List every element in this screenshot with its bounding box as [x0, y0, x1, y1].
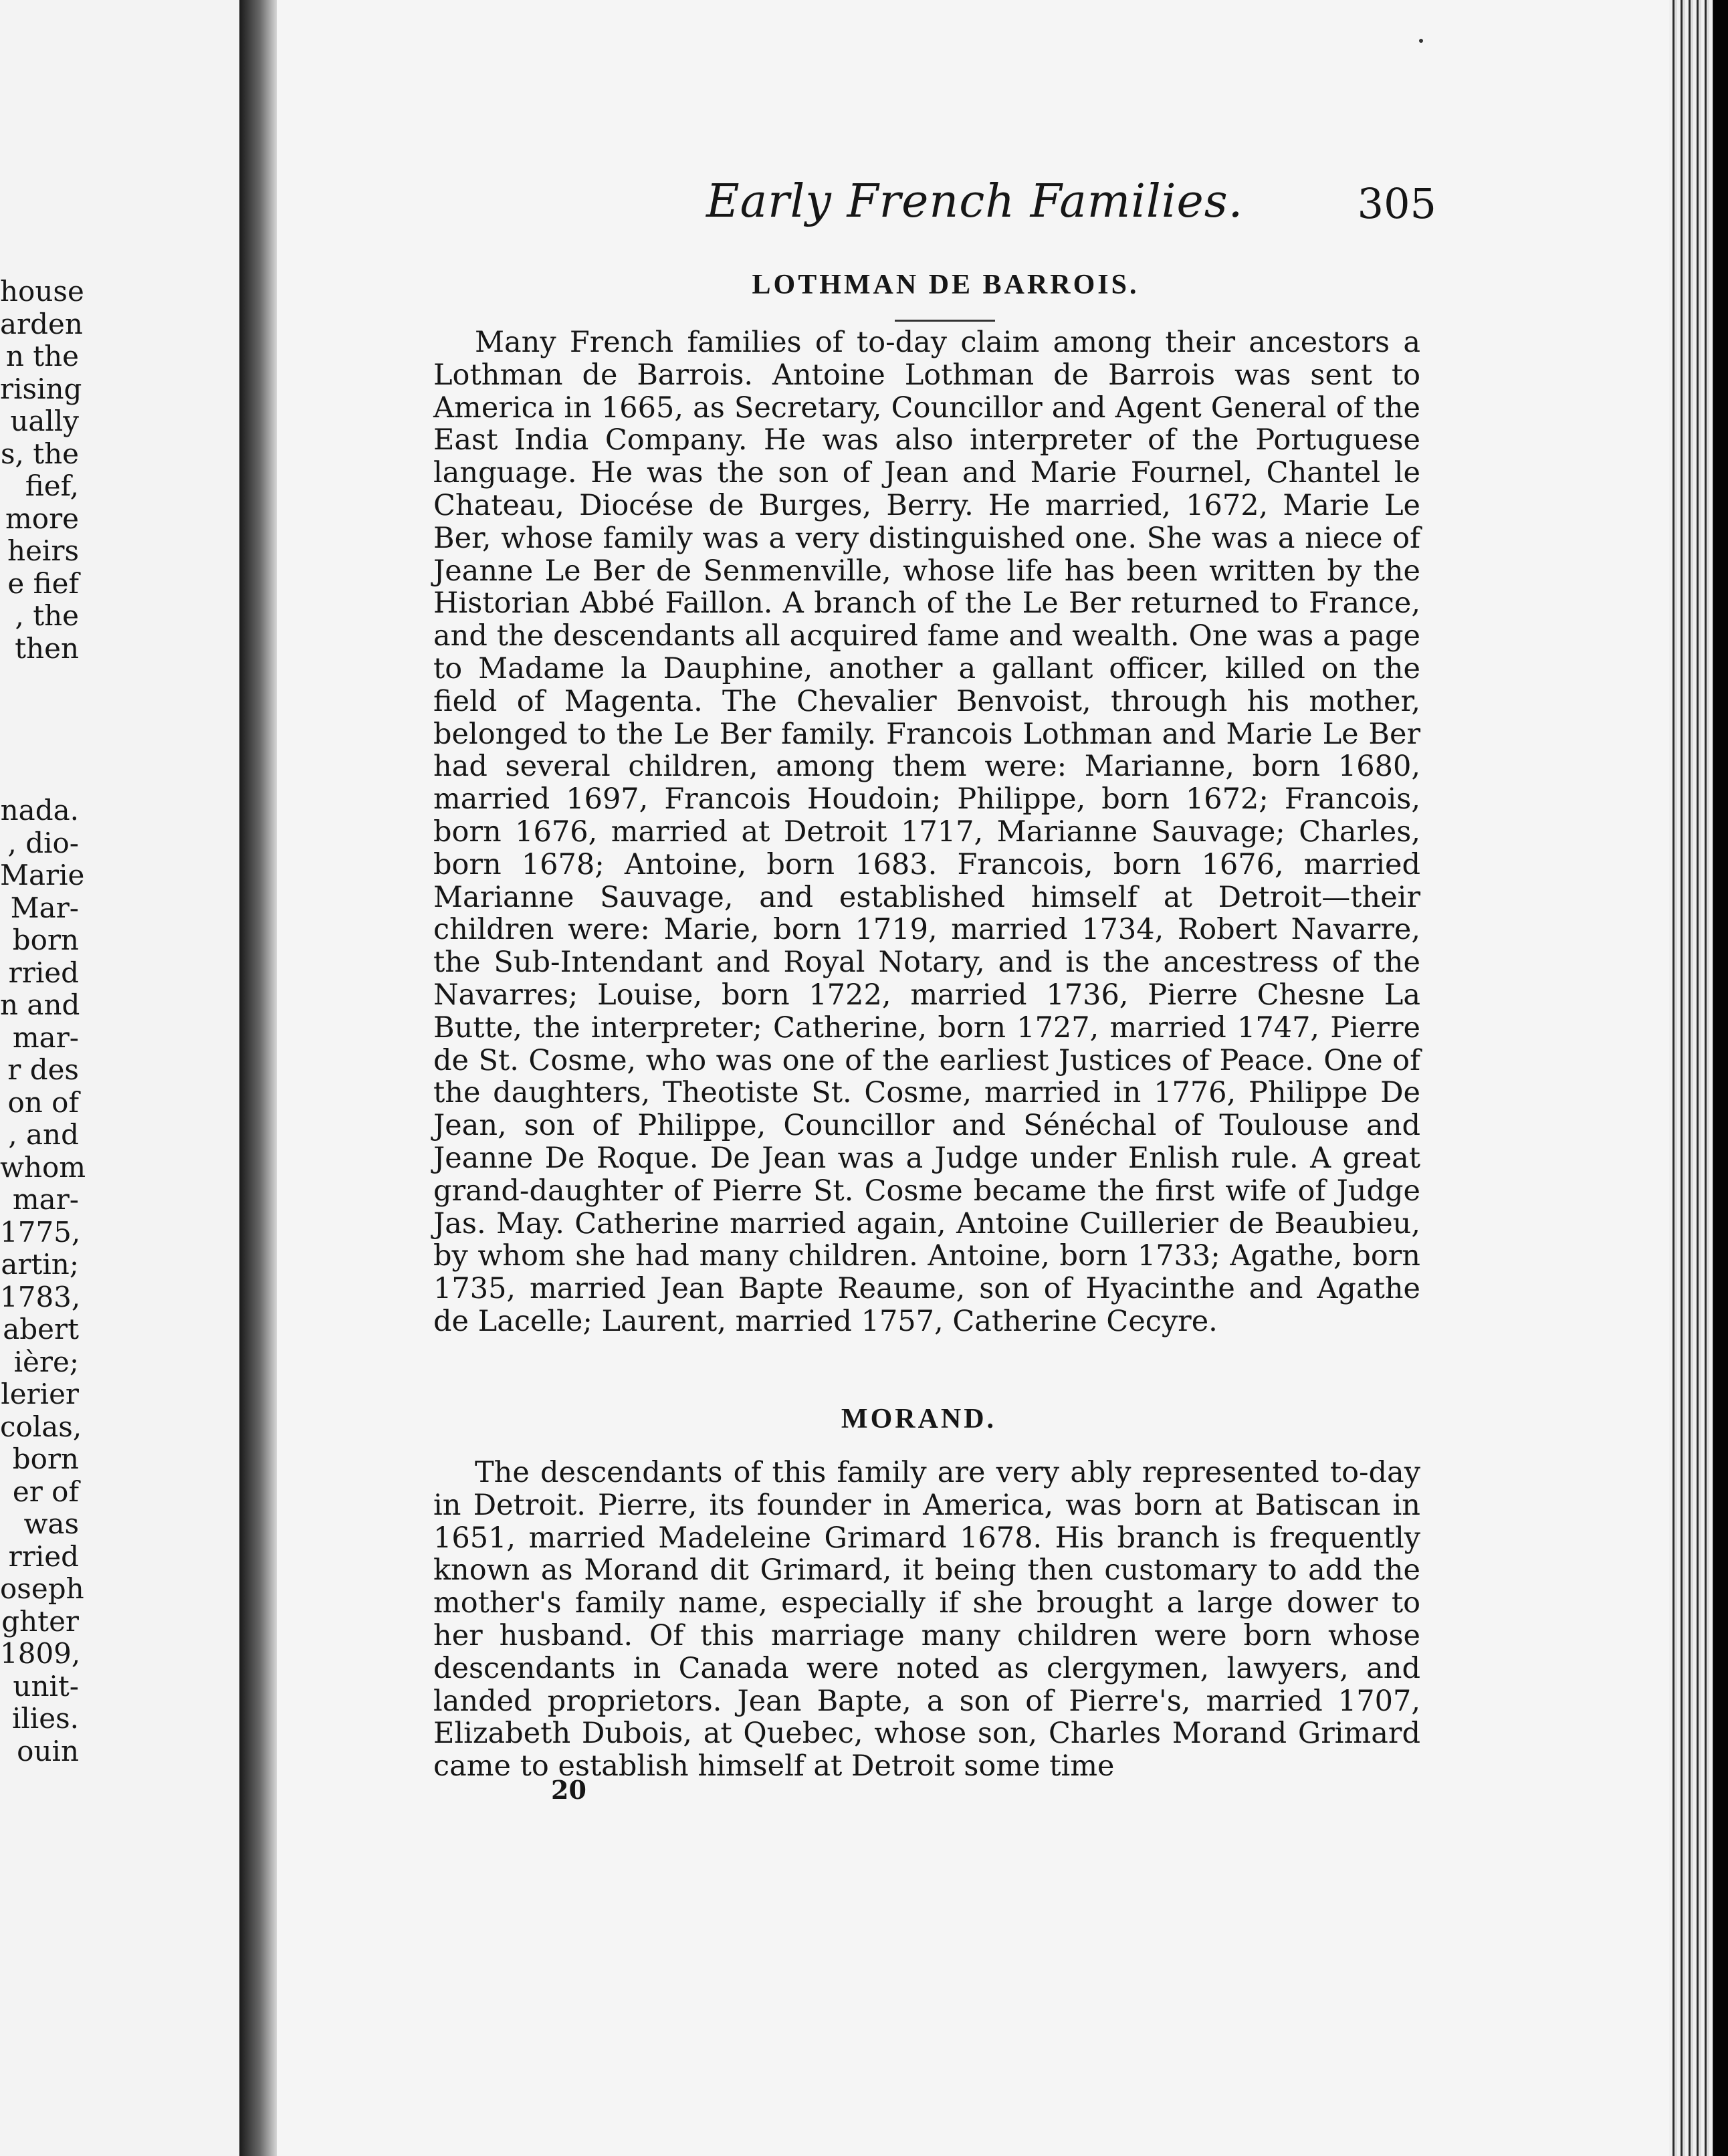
section-heading-lothman: LOTHMAN DE BARROIS.: [752, 270, 1140, 300]
left-page-fragment: 1809,: [0, 1637, 81, 1670]
left-page-fragment: mar-: [12, 1020, 79, 1054]
left-page-fragment: n the: [5, 340, 79, 372]
left-page-fragment: s, the: [0, 437, 79, 470]
left-page-fragment: born: [12, 1442, 79, 1475]
left-page-fragment: [0, 730, 79, 762]
left-page-fragment: ually: [10, 405, 79, 437]
left-page-fragment: 1783,: [0, 1280, 81, 1313]
left-page-fragment: Mar-: [10, 891, 79, 924]
signature-mark: 20: [551, 1775, 586, 1805]
left-page-fragment: house: [0, 275, 84, 308]
left-page-fragment: , dio-: [7, 826, 79, 859]
left-page-fragment: abert: [3, 1313, 79, 1345]
left-page-fragment: more: [5, 502, 79, 535]
left-page-fragment: ghter: [1, 1604, 79, 1638]
left-page-fragment: colas,: [0, 1410, 82, 1443]
running-title: Early French Families.: [706, 175, 1244, 228]
left-page-fragment: rried: [8, 1539, 79, 1573]
left-page-fragment: lerier: [1, 1378, 79, 1410]
left-page-fragment: artin;: [1, 1248, 79, 1281]
paragraph-lothman: Many French families of to-day claim among their ancestors a Lothman de Barrois. Antoine Lothman de Barrois was sent to America in 1665, as Secretary, Councillor and Agent General of the East India Company. He was also interpreter of the Portuguese language. He was the son of Jean and Marie Fournel, Chantel le Chateau, Diocése de Burges, Berry. He married, 1672, Marie Le Ber, whose family was a very distinguished one. She was a niece of Jeanne Le Ber de Senmenville, whose life has been written by the Historian Abbé Faillon. A branch of the Le Ber returned to France, and the descendants all acquired fame and wealth. One was a page to Madame la Dauphine, another a gallant officer, killed on the field of Magenta. The Chevalier Benvoist, through his mother, belonged to the Le Ber family. Francois Lothman and Marie Le Ber had several children, among them were: Marianne, born 1680, married 1697, Francois Houdoin; Philippe, born 1672; Francois, born 1676, married at Detroit 1717, Marianne Sauvage; Charles, born 1678; Antoine, born 1683. Francois, born 1676, married Marianne Sauvage, and established himself at Detroit—their children were: Marie, born 1719, married 1734, Robert Navarre, the Sub-Intendant and Royal Notary, and is the ancestress of the Navarres; Louise, born 1722, married 1736, Pierre Chesne La Butte, the interpreter; Catherine, born 1727, married 1747, Pierre de St. Cosme, who was one of the earliest Justices of Peace. One of the daughters, Theotiste St. Cosme, married in 1776, Philippe De Jean, son of Philippe, Councillor and Sénéchal of Toulouse and Jeanne De Roque. De Jean was a Judge under Enlish rule. A great grand-daughter of Pierre St. Cosme became the first wife of Judge Jas. May. Catherine married again, Antoine Cuillerier de Beaubieu, by whom she had many children. Antoine, born 1733; Agathe, born 1735, married Jean Bapte Reaume, son of Hyacinthe and Agathe de Lacelle; Laurent, married 1757, Catherine Cecyre.: [433, 326, 1420, 1338]
left-page-fragment: whom: [0, 1150, 86, 1184]
left-page-fragment: 1775,: [0, 1215, 81, 1249]
left-page-text-fragments: [0, 275, 86, 1767]
left-page-fragment: then: [15, 631, 79, 665]
page-edges: [1669, 0, 1728, 2156]
section-heading-morand: MORAND.: [841, 1404, 997, 1434]
heading-rule: [895, 320, 995, 322]
left-page-fragment: ière;: [13, 1345, 79, 1378]
left-page-fragment: nada.: [0, 794, 79, 827]
paper-speck: [1419, 39, 1423, 43]
left-page-fragment: Marie: [0, 859, 85, 891]
left-page-fragment: ouin: [17, 1734, 79, 1767]
left-page-fragment: fief,: [25, 469, 79, 502]
left-page-fragment: ilies.: [11, 1702, 79, 1735]
left-page-fragment: , and: [8, 1118, 79, 1151]
left-page-fragment: rried: [8, 956, 79, 989]
paragraph-morand: The descendants of this family are very ably represented to-day in Detroit. Pierre, its founder in America, was born at Batiscan in 1651, married Madeleine Grimard 1678. His branch is frequently known as Morand dit Grimard, it being then customary to add the mother's family name, especially if she brought a large dower to her husband. Of this marriage many children were born whose descendants in Canada were noted as clergymen, lawyers, and landed proprietors. Jean Bapte, a son of Pierre's, married 1707, Elizabeth Dubois, at Quebec, whose son, Charles Morand Grimard came to establish himself at Detroit some time: [433, 1456, 1420, 1784]
left-page-fragment: heirs: [7, 534, 79, 567]
left-page-fragment: arden: [0, 307, 83, 340]
left-page-fragment: n and: [0, 988, 80, 1021]
section-body-morand: [433, 1457, 1420, 1783]
left-page-fragment: mar-: [12, 1183, 79, 1216]
left-page-fragment: [0, 762, 79, 795]
book-gutter: [239, 0, 277, 2156]
running-head: [706, 175, 1436, 229]
left-page-fragment: born: [12, 924, 79, 956]
left-page-fragment: on of: [7, 1085, 79, 1119]
left-page-fragment: [0, 697, 79, 730]
left-page-fragment: r des: [7, 1053, 79, 1086]
page-number: 305: [1357, 179, 1436, 228]
left-page-fragment: unit-: [13, 1669, 79, 1703]
left-page-fragment: oseph: [0, 1572, 84, 1605]
left-page: [0, 0, 239, 2156]
left-page-fragment: er of: [12, 1475, 79, 1508]
left-page-fragment: e fief: [7, 566, 79, 600]
left-page-fragment: rising: [0, 372, 82, 405]
section-body-lothman: [433, 326, 1420, 1338]
left-page-fragment: was: [23, 1507, 79, 1540]
left-page-fragment: , the: [15, 599, 79, 632]
left-page-fragment: [0, 665, 79, 697]
